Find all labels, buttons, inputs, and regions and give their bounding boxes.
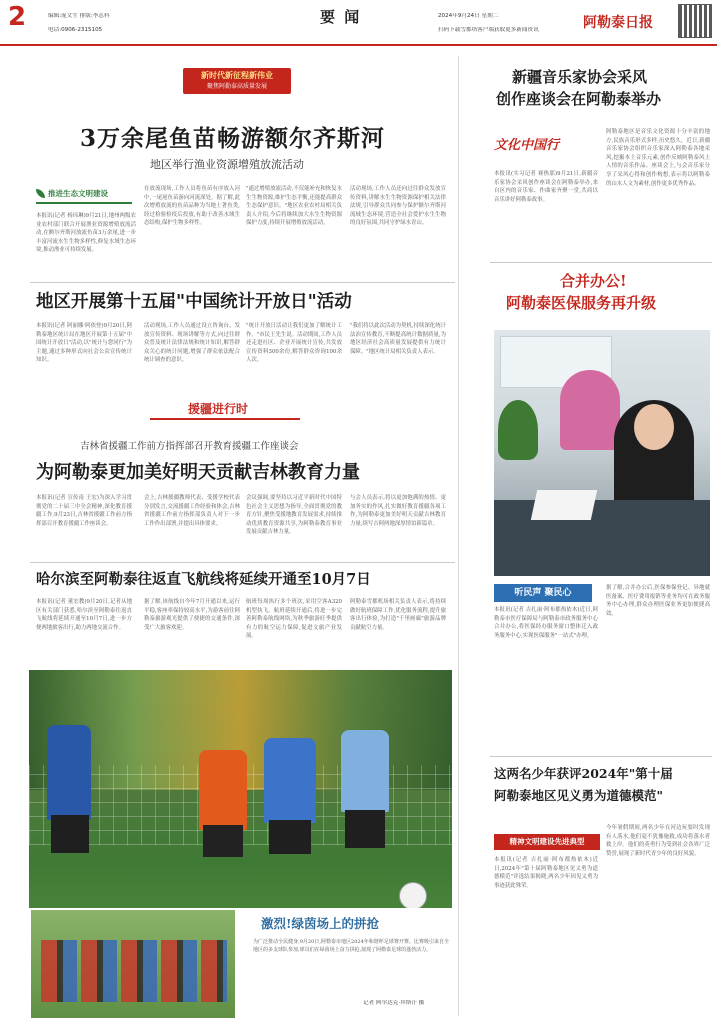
inset-photo: [29, 908, 239, 1018]
customer-person: [560, 370, 620, 450]
section-title: 要 闻: [320, 8, 362, 26]
theme-banner: [183, 68, 291, 94]
civilization-tag-label: 精神文明建设先进典型: [509, 837, 585, 846]
divider: [30, 282, 455, 283]
app-download-line: 扫码下载雪都塔客户端获取更多新闻资讯: [438, 27, 539, 33]
caption-panel: [235, 908, 452, 1018]
right1-title-line2: 创作座谈会在阿勒泰举办: [496, 90, 662, 108]
header-rule: [0, 44, 717, 46]
player-orange-shorts: [203, 825, 243, 857]
article2-col4: "我们将以此次活动为契机,持续深化统计法治宣传教育,不断提高统计数据质量,为地区经济社会高质量发展提供有力统计保障。"地区统计局相关负责人表示。: [350, 323, 446, 355]
caption-title: 激烈!绿茵场上的拼抢: [261, 916, 379, 931]
aid-xinjiang-banner: [150, 398, 300, 420]
right1-colB: 阿勒泰地区是音乐文化资源十分丰富的地方,民族音乐形式多样,历史悠久。近日,新疆音乐家协会组织音乐家深入阿勒泰各地采风,挖掘本土音乐元素,创作反映阿勒泰风土人情的音乐作品。座谈会上,与会音乐家分享了采风心得和创作构想,表示将以阿勒泰的山水人文为素材,创作更多优秀作品。: [606, 129, 710, 187]
editor-line: 编辑:庞文生 排版:李志科: [48, 13, 110, 19]
inset-players: [41, 940, 227, 1002]
divider: [490, 756, 712, 757]
article1-col1: 本报讯(记者 杨玮琳)9月21日,地州两级农业农村部门联合开展渔业资源增殖放流活动,在额尔齐斯河放流鱼苗3万余尾,进一步丰富河流水生生物多样性,修复水域生态环境,推动渔业可持续发展。: [36, 213, 136, 254]
theme-banner-line1: 新时代新征程新伟业: [201, 71, 273, 80]
article2-col1: 本报讯(记者 阿丽娜·阿依登)9月20日,阿勒泰地区统计局在地区开展第十五届"中国统计开放日"活动,以"统计与您同行"为主题,通过多种形式向社会公众宣传统计知识。: [36, 323, 132, 364]
service-desk: [494, 500, 710, 576]
medical-office-photo: [494, 330, 710, 576]
article3-kicker: 吉林省援疆工作前方指挥部召开教育援疆工作座谈会: [80, 441, 299, 452]
player-blue-22-shorts: [269, 820, 311, 854]
article3-title: 为阿勒泰更加美好明天贡献吉林教育力量: [36, 462, 360, 483]
page-number: 2: [8, 2, 27, 32]
plant: [498, 400, 538, 460]
caption-credit: 记者 阿尔达克·拜斯汗 摄: [363, 1000, 425, 1006]
article2-title: 地区开展第十五届"中国统计开放日"活动: [36, 292, 352, 312]
article3-col1: 本报讯(记者 宣传南 王宏)为深入学习贯彻党的二十届三中全会精神,深化教育援疆工作,9月23日,吉林省援疆工作前方指挥部召开教育援疆工作座谈会。: [36, 495, 132, 527]
aid-banner-label: 援疆进行时: [188, 402, 249, 416]
player-orange: [199, 750, 247, 830]
civilization-tag: [494, 834, 600, 850]
column-tag: [494, 584, 592, 602]
football: [399, 882, 427, 910]
newspaper-name: 阿勒泰日报: [583, 15, 653, 31]
culture-logo-text: 文化中国行: [494, 138, 560, 153]
article1-col3: "通过增殖放流活动,不仅能补充和恢复水生生物资源,维护生态平衡,还能提高群众生态保护意识。"地区农业农村局相关负责人介绍,今后将继续加大水生生物资源保护力度,持续开展增殖放流活动。: [246, 186, 342, 227]
divider: [490, 262, 712, 263]
player-lightblue: [341, 730, 389, 812]
article3-col4: 与会人员表示,将以更加饱满的热情、更加务实的作风,扎实做好教育援疆各项工作,为阿勒泰更加美好明天贡献吉林教育力量,续写吉阿两地深厚情谊新篇章。: [350, 495, 446, 527]
article4-col1: 本报讯(记者 董宏教)9月20日,记者从地区有关部门获悉,哈尔滨至阿勒泰往返直飞航线将延续开通至10月7日,进一步方便两地旅客出行,助力两地交流合作。: [36, 599, 132, 631]
page-header: [0, 0, 717, 44]
player-blue-22: [264, 738, 316, 823]
column-tag-label: 听民声 聚民心: [514, 588, 572, 598]
article1-title: 3万余尾鱼苗畅游额尔齐斯河: [80, 125, 386, 152]
right1-colA: 本报讯(实习记者 赛热那)9月21日,新疆音乐家协会采风创作座谈会在阿勒泰举办,来自区内的音乐家、作曲家齐聚一堂,共商以音乐讲好阿勒泰故事。: [494, 171, 598, 203]
column-divider: [458, 56, 459, 1016]
article1-col2: 在放流现场,工作人员将鱼苗有序放入河中,一尾尾鱼苗游向河流深处。据了解,此次增殖放流的鱼苗品种为当地土著鱼类,经过检验检疫后投放,有助于改善水域生态结构,保护生物多样性。: [144, 186, 240, 227]
article4-col2: 据了解,该航线自今年7月开通以来,运行平稳,客座率保持较高水平,为游客前往阿勒泰旅游观光提供了便捷的交通条件,深受广大旅客欢迎。: [144, 599, 240, 631]
leaf-icon: [36, 189, 45, 198]
phone-line: 电话:0906-2315105: [48, 27, 103, 33]
theme-banner-line2: 聚焦阿勒泰高质量发展: [206, 83, 267, 90]
right2-title-line1: 合并办公!: [560, 272, 627, 290]
staff-face: [634, 404, 674, 450]
article3-col3: 会议强调,要坚持以习近平新时代中国特色社会主义思想为指导,全面贯彻党的教育方针,聚焦受援地教育发展需求,持续推动优质教育资源共享,为阿勒泰教育事业发展贡献吉林力量。: [246, 495, 342, 536]
article2-col3: "统计开放日活动让我们更加了解统计工作。"市民王先生说。活动期间,工作人员还走进社区、企业开展统计宣传,共发放宣传资料300余份,解答群众咨询100余人次。: [246, 323, 342, 364]
article2-col2: 活动现场,工作人员通过设立咨询台、发放宣传资料、现场讲解等方式,向过往群众普及统计法律法规和统计知识,解答群众关心的统计问题,增强了群众依法配合统计调查的意识。: [144, 323, 240, 364]
article1-tag-label: 推进生态文明建设: [48, 189, 108, 198]
article1-subtitle: 地区举行渔业资源增殖放流活动: [150, 158, 304, 171]
article3-col2: 会上,吉林援疆教师代表、受援学校代表分别发言,交流援疆工作经验和体会,吉林省援疆工作前方指挥部负责人对下一步工作作出部署,并提出具体要求。: [144, 495, 240, 527]
article1-col4: 活动现场,工作人员还向过往群众发放宣传资料,讲解水生生物资源保护相关法律法规,引导群众共同参与保护额尔齐斯河流域生态环境,营造全社会爱护水生生物的良好氛围,共同守护绿水青山。: [350, 186, 446, 227]
right3-col1: 本报讯(记者 吉扎丽·阿布都热依木)近日,2024年"第十届阿勒泰地区见义勇为道德模范"评选结果揭晓,两名少年因见义勇为事迹获此殊荣。: [494, 857, 598, 889]
caption-body: 为广泛推动全民健身,9月20日,阿勒泰市地区2024年和谐杯足球赛开赛。比赛吸引来自全地区的多支球队参加,球员们在绿茵场上奋力拼抢,展现了阿勒泰足球的蓬勃活力。: [253, 939, 449, 953]
divider: [30, 562, 455, 563]
football-photo: [29, 670, 452, 1018]
qr-code: [678, 4, 712, 38]
article4-col4: 阿勒泰雪都机场相关负责人表示,将持续做好航班保障工作,优化服务流程,提升旅客出行体验,为打造"千里画廊"旅游品牌贡献航空力量。: [350, 599, 446, 631]
article4-col3: 航班每周执行多个班次,采用空客A320机型执飞。航班延续开通后,将进一步完善阿勒泰航线网络,为秋季旅游旺季提供有力的航空运力保障,促进文旅产业发展。: [246, 599, 342, 640]
right3-title-line2: 阿勒泰地区见义勇为道德模范": [494, 788, 664, 803]
documents: [531, 490, 597, 520]
right2-col1: 本报讯(记者 吉扎丽·阿布都热依木)近日,阿勒泰市医疗保障局与阿勒泰市政务服务中心合并办公,将医保经办服务窗口整体迁入政务服务中心,实现医保服务"一站式"办理。: [494, 607, 598, 639]
right3-title-line1: 这两名少年获评2024年"第十届: [494, 766, 673, 781]
right2-col2: 据了解,合并办公后,医保参保登记、异地就医备案、医疗费用报销等业务均可在政务服务中心办理,群众办理医保业务更加便捷高效。: [606, 585, 710, 617]
date-line: 2024年9月24日 星期二: [438, 13, 499, 19]
player-blue-1: [47, 725, 91, 820]
player-blue-1-shorts: [51, 815, 89, 853]
player-lightblue-shorts: [345, 810, 385, 848]
right1-title-line1: 新疆音乐家协会采风: [512, 68, 648, 86]
article4-title: 哈尔滨至阿勒泰往返直飞航线将延续开通至10月7日: [36, 571, 371, 588]
culture-logo: [494, 134, 594, 160]
article1-tag: [36, 186, 132, 204]
right2-title-line2: 阿勒泰医保服务再升级: [506, 294, 657, 312]
right3-col2: 今年暑假期间,两名少年在河边玩耍时发现有人落水,他们毫不犹豫施救,成功将落水者救上岸。他们的英勇行为受到社会各界广泛赞誉,展现了新时代青少年的良好风貌。: [606, 825, 710, 857]
